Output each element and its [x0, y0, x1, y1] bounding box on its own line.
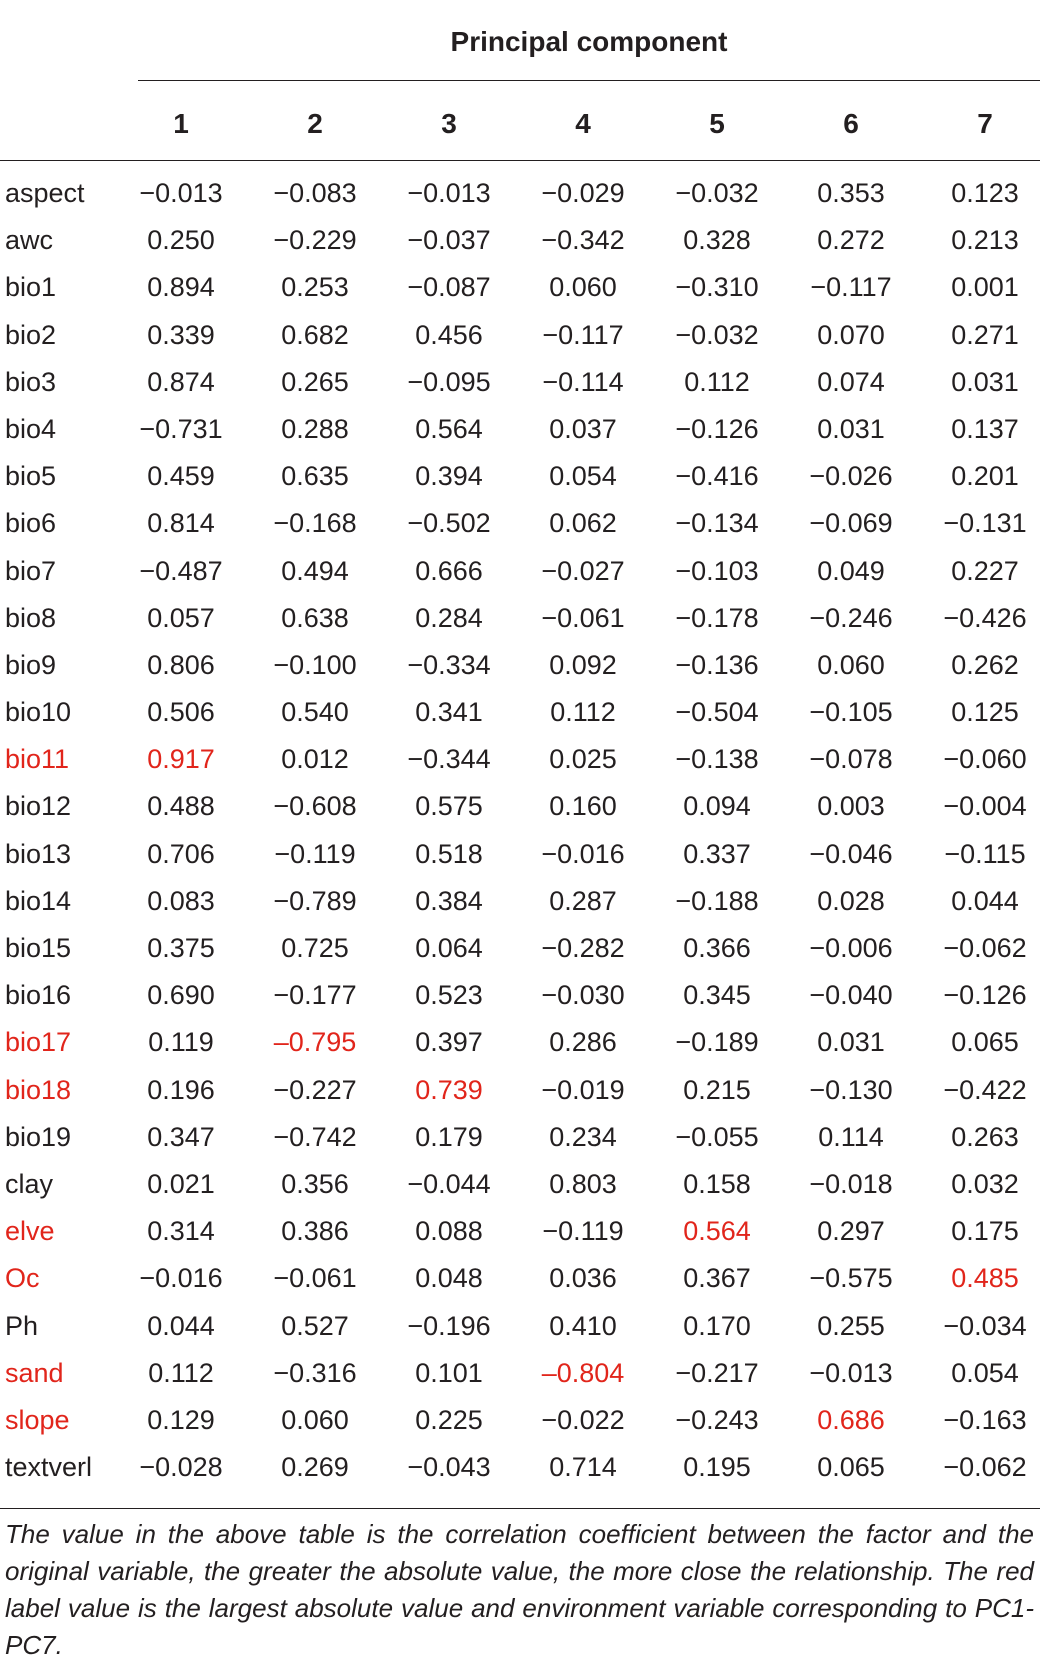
table-cell: 0.706	[147, 838, 215, 869]
table-cell: 0.518	[415, 838, 483, 869]
table-row	[0, 312, 1040, 359]
table-cell: −0.100	[273, 649, 357, 680]
table-cell: 0.337	[683, 838, 751, 869]
table-cell: −0.046	[809, 838, 893, 869]
table-cell: −0.316	[273, 1357, 357, 1388]
table-cell: −0.055	[675, 1121, 759, 1152]
table-row	[0, 1350, 1040, 1397]
column-number-2: 2	[307, 108, 323, 139]
table-cell: −0.022	[541, 1404, 625, 1435]
table-footnote: The value in the above table is the correlation coefficient between the factor and the original variable, the greater the absolute value, the more close the relationship. The red label value is the largest absolute value and environment variable corresponding to PC1-PC7.	[5, 1519, 1034, 1660]
table-cell: −0.344	[407, 744, 491, 775]
table-cell: 0.575	[415, 791, 483, 822]
table-row	[0, 1444, 1040, 1491]
table-cell: −0.115	[944, 838, 1026, 869]
table-row	[0, 217, 1040, 264]
table-cell: −0.504	[675, 697, 759, 728]
table-cell: 0.394	[415, 461, 483, 492]
table-cell: 0.297	[817, 1216, 885, 1247]
table-cell: −0.105	[809, 697, 893, 728]
table-cell: 0.001	[951, 272, 1019, 303]
table-row	[0, 642, 1040, 689]
table-cell: −0.342	[541, 225, 625, 256]
table-cell: 0.494	[281, 555, 349, 586]
row-label: bio2	[5, 319, 57, 350]
table-cell: −0.078	[809, 744, 893, 775]
table-cell: 0.031	[951, 366, 1019, 397]
table-cell: 0.094	[683, 791, 751, 822]
table-cell: 0.339	[147, 319, 215, 350]
table-cell: −0.119	[542, 1216, 624, 1247]
row-label: bio15	[5, 933, 72, 963]
table-row	[0, 359, 1040, 406]
table-cell: 0.635	[281, 461, 349, 492]
table-cell: 0.523	[415, 980, 483, 1011]
table-cell: 0.101	[415, 1357, 483, 1388]
table-cell: 0.129	[147, 1404, 215, 1435]
table-cell: −0.083	[273, 178, 357, 208]
table-cell: 0.083	[147, 885, 215, 916]
table-cell: 0.123	[951, 178, 1019, 208]
table-cell: 0.048	[415, 1263, 483, 1294]
table-cell: 0.814	[147, 508, 215, 539]
table-cell: 0.347	[147, 1121, 215, 1152]
table-cell: 0.894	[147, 272, 215, 303]
table-cell: 0.060	[281, 1404, 349, 1435]
table-cell: −0.229	[273, 225, 357, 256]
table-cell: 0.564	[683, 1216, 751, 1247]
table-row	[0, 1067, 1040, 1114]
table-cell: 0.506	[147, 697, 215, 728]
table-cell: 0.119	[148, 1027, 214, 1058]
table-cell: −0.487	[139, 555, 223, 586]
table-row	[0, 689, 1040, 736]
row-label: textverl	[5, 1452, 93, 1483]
table-cell: −0.119	[274, 838, 356, 869]
table-row	[0, 170, 1040, 217]
table-cell: 0.690	[147, 980, 215, 1011]
table-cell: −0.742	[273, 1121, 357, 1152]
table-cell: −0.034	[943, 1310, 1027, 1341]
table-cell: 0.044	[951, 885, 1019, 916]
table-row	[0, 595, 1040, 642]
table-cell: −0.426	[943, 602, 1027, 633]
table-cell: 0.031	[817, 1027, 885, 1058]
row-label: bio13	[5, 838, 72, 869]
table-cell: 0.088	[415, 1216, 483, 1247]
table-cell: 0.112	[148, 1357, 214, 1388]
table-cell: 0.060	[817, 649, 885, 680]
table-cell: 0.284	[415, 602, 483, 633]
table-cell: 0.215	[683, 1074, 751, 1105]
table-cell: −0.032	[675, 319, 759, 350]
table-cell: 0.485	[951, 1263, 1019, 1294]
table-cell: −0.243	[675, 1404, 759, 1435]
row-label: bio8	[5, 602, 57, 633]
table-cell: −0.044	[407, 1168, 491, 1199]
table-row	[0, 453, 1040, 500]
table-cell: 0.328	[683, 225, 751, 256]
table-cell: −0.016	[139, 1263, 223, 1294]
table-cell: −0.126	[675, 413, 759, 444]
table-row	[0, 548, 1040, 595]
table-cell: 0.263	[951, 1121, 1019, 1152]
table-row	[0, 1208, 1040, 1255]
row-label: Ph	[5, 1310, 39, 1341]
table-cell: 0.054	[549, 461, 617, 492]
table-row	[0, 264, 1040, 311]
row-label: bio14	[5, 885, 72, 916]
table-cell: 0.074	[817, 366, 885, 397]
table-row	[0, 1019, 1040, 1066]
row-label: elve	[5, 1216, 55, 1247]
table-row	[0, 972, 1040, 1019]
table-cell: 0.037	[549, 413, 617, 444]
table-cell: 0.269	[281, 1452, 349, 1483]
table-cell: 0.227	[951, 555, 1019, 586]
row-label: aspect	[5, 178, 85, 208]
table-cell: 0.366	[683, 933, 751, 963]
table-cell: −0.136	[675, 649, 759, 680]
table-cell: 0.065	[817, 1452, 885, 1483]
table-cell: 0.049	[817, 555, 885, 586]
table-cell: −0.013	[139, 178, 223, 208]
table-cell: −0.178	[675, 602, 759, 633]
table-cell: 0.158	[683, 1168, 751, 1199]
table-cell: 0.137	[951, 413, 1019, 444]
table-cell: 0.527	[281, 1310, 349, 1341]
table-row	[0, 878, 1040, 925]
table-cell: −0.131	[943, 508, 1027, 539]
row-label: bio10	[5, 697, 72, 728]
table-cell: 0.488	[147, 791, 215, 822]
table-cell: −0.103	[675, 555, 759, 586]
table-cell: 0.054	[951, 1357, 1019, 1388]
table-header-title: Principal component	[450, 26, 728, 57]
row-label: bio1	[5, 272, 57, 303]
table-cell: 0.540	[281, 697, 349, 728]
column-number-7: 7	[977, 108, 993, 139]
table-cell: 0.456	[415, 319, 483, 350]
table-cell: 0.739	[415, 1074, 483, 1105]
table-row	[0, 406, 1040, 453]
table-cell: −0.789	[273, 885, 357, 916]
table-cell: 0.874	[147, 366, 215, 397]
row-label: bio17	[5, 1027, 72, 1058]
table-cell: −0.189	[675, 1027, 759, 1058]
table-cell: 0.265	[281, 366, 349, 397]
table-row	[0, 1161, 1040, 1208]
table-cell: 0.225	[415, 1404, 483, 1435]
table-cell: −0.062	[943, 1452, 1027, 1483]
row-label: slope	[5, 1404, 70, 1435]
table-cell: 0.806	[147, 649, 215, 680]
table-cell: −0.575	[809, 1263, 893, 1294]
table-cell: 0.287	[549, 885, 617, 916]
table-cell: −0.013	[809, 1357, 893, 1388]
table-row	[0, 1397, 1040, 1444]
table-cell: 0.286	[549, 1027, 617, 1058]
table-cell: 0.170	[683, 1310, 751, 1341]
table-cell: 0.356	[281, 1168, 349, 1199]
table-cell: −0.188	[675, 885, 759, 916]
row-label: bio7	[5, 555, 57, 586]
table-cell: 0.803	[549, 1168, 617, 1199]
table-cell: −0.095	[407, 366, 491, 397]
row-label: bio6	[5, 508, 57, 539]
table-cell: −0.227	[273, 1074, 357, 1105]
table-row	[0, 736, 1040, 783]
table-cell: −0.117	[810, 272, 892, 303]
table-row	[0, 500, 1040, 547]
table-cell: −0.026	[809, 461, 893, 492]
table-cell: −0.282	[541, 933, 625, 963]
table-cell: 0.367	[683, 1263, 751, 1294]
table-cell: −0.126	[943, 980, 1027, 1011]
table-cell: −0.040	[809, 980, 893, 1011]
table-cell: −0.246	[809, 602, 893, 633]
table-cell: 0.666	[415, 555, 483, 586]
table-cell: −0.731	[139, 413, 223, 444]
table-cell: 0.114	[818, 1121, 884, 1152]
table-row	[0, 831, 1040, 878]
table-cell: 0.410	[549, 1310, 617, 1341]
table-cell: −0.061	[541, 602, 625, 633]
table-cell: −0.168	[273, 508, 357, 539]
table-cell: 0.213	[951, 225, 1019, 256]
table-cell: −0.018	[809, 1168, 893, 1199]
table-cell: −0.013	[407, 178, 491, 208]
header-divider	[138, 80, 1040, 81]
table-cell: 0.160	[549, 791, 617, 822]
table-cell: −0.060	[943, 744, 1027, 775]
table-cell: −0.016	[541, 838, 625, 869]
table-cell: 0.057	[147, 602, 215, 633]
table-cell: –0.804	[541, 1357, 625, 1388]
table-cell: 0.714	[549, 1452, 617, 1483]
table-cell: −0.334	[407, 649, 491, 680]
table-cell: 0.179	[415, 1121, 483, 1152]
table-cell: −0.416	[675, 461, 759, 492]
row-label: bio3	[5, 366, 57, 397]
table-cell: 0.196	[147, 1074, 215, 1105]
row-label: bio5	[5, 461, 57, 492]
table-cell: −0.062	[943, 933, 1027, 963]
table-cell: 0.125	[951, 697, 1019, 728]
table-cell: 0.175	[951, 1216, 1019, 1247]
table-cell: −0.196	[407, 1310, 491, 1341]
table-cell: 0.682	[281, 319, 349, 350]
table-cell: 0.686	[817, 1404, 885, 1435]
table-cell: −0.130	[809, 1074, 893, 1105]
table-cell: –0.795	[273, 1027, 357, 1058]
row-label: Oc	[5, 1263, 40, 1294]
table-cell: 0.250	[147, 225, 215, 256]
table-cell: 0.345	[683, 980, 751, 1011]
table-row	[0, 1303, 1040, 1350]
table-cell: 0.341	[415, 697, 483, 728]
table-cell: −0.028	[139, 1452, 223, 1483]
table-cell: −0.422	[943, 1074, 1027, 1105]
row-label: clay	[5, 1168, 54, 1199]
table-cell: 0.314	[147, 1216, 215, 1247]
table-cell: 0.725	[281, 933, 349, 963]
table-cell: −0.217	[675, 1357, 759, 1388]
table-cell: −0.030	[541, 980, 625, 1011]
table-cell: 0.288	[281, 413, 349, 444]
table-cell: 0.262	[951, 649, 1019, 680]
column-number-5: 5	[709, 108, 725, 139]
table-cell: −0.177	[273, 980, 357, 1011]
table-cell: 0.564	[415, 413, 483, 444]
row-label: bio19	[5, 1121, 72, 1152]
table-cell: 0.060	[549, 272, 617, 303]
table-cell: −0.043	[407, 1452, 491, 1483]
table-cell: 0.917	[147, 744, 215, 775]
table-cell: −0.006	[809, 933, 893, 963]
row-label: bio18	[5, 1074, 72, 1105]
table-row	[0, 783, 1040, 830]
table-cell: 0.031	[817, 413, 885, 444]
row-label: bio11	[5, 744, 70, 775]
table-cell: 0.112	[684, 366, 750, 397]
table-cell: −0.004	[943, 791, 1027, 822]
table-cell: −0.087	[407, 272, 491, 303]
table-cell: 0.070	[817, 319, 885, 350]
table-cell: 0.375	[147, 933, 215, 963]
table-cell: 0.459	[147, 461, 215, 492]
table-cell: 0.201	[951, 461, 1019, 492]
table-cell: −0.037	[407, 225, 491, 256]
table-cell: 0.028	[817, 885, 885, 916]
table-cell: −0.032	[675, 178, 759, 208]
table-cell: 0.036	[549, 1263, 617, 1294]
table-cell: −0.027	[541, 555, 625, 586]
table-cell: 0.012	[281, 744, 349, 775]
column-number-row	[0, 100, 1040, 148]
table-cell: 0.062	[549, 508, 617, 539]
table-row	[0, 1114, 1040, 1161]
table-cell: 0.032	[951, 1168, 1019, 1199]
row-label: bio9	[5, 649, 57, 680]
table-cell: 0.003	[817, 791, 885, 822]
row-label: bio12	[5, 791, 72, 822]
table-cell: 0.638	[281, 602, 349, 633]
table-cell: 0.234	[549, 1121, 617, 1152]
table-cell: 0.021	[147, 1168, 215, 1199]
table-row	[0, 1255, 1040, 1302]
table-cell: 0.044	[147, 1310, 215, 1341]
table-cell: 0.253	[281, 272, 349, 303]
table-cell: −0.061	[273, 1263, 357, 1294]
table-cell: 0.386	[281, 1216, 349, 1247]
table-body	[0, 170, 1040, 1491]
table-cell: −0.608	[273, 791, 357, 822]
column-header-divider	[0, 160, 1040, 161]
table-cell: −0.502	[407, 508, 491, 539]
table-cell: 0.025	[549, 744, 617, 775]
column-number-1: 1	[173, 108, 189, 139]
table-cell: −0.117	[542, 319, 624, 350]
table-cell: 0.064	[415, 933, 483, 963]
table-cell: −0.019	[541, 1074, 625, 1105]
table-cell: 0.384	[415, 885, 483, 916]
table-cell: 0.353	[817, 178, 885, 208]
column-number-3: 3	[441, 108, 457, 139]
row-label: bio16	[5, 980, 72, 1011]
footer-divider	[0, 1508, 1040, 1509]
row-label: awc	[5, 225, 54, 256]
table-cell: −0.138	[675, 744, 759, 775]
table-cell: 0.272	[817, 225, 885, 256]
column-number-4: 4	[575, 108, 591, 139]
table-cell: −0.114	[542, 366, 624, 397]
table-cell: −0.163	[943, 1404, 1027, 1435]
table-cell: 0.112	[550, 697, 616, 728]
table-cell: 0.065	[951, 1027, 1019, 1058]
table-cell: −0.310	[675, 272, 759, 303]
table-cell: −0.134	[675, 508, 759, 539]
table-row	[0, 925, 1040, 972]
table-cell: −0.029	[541, 178, 625, 208]
row-label: sand	[5, 1357, 64, 1388]
table-cell: 0.092	[549, 649, 617, 680]
table-cell: 0.271	[951, 319, 1019, 350]
table-cell: 0.195	[683, 1452, 751, 1483]
row-label: bio4	[5, 413, 57, 444]
table-cell: −0.069	[809, 508, 893, 539]
table-cell: 0.397	[415, 1027, 483, 1058]
table-cell: 0.255	[817, 1310, 885, 1341]
column-number-6: 6	[843, 108, 859, 139]
